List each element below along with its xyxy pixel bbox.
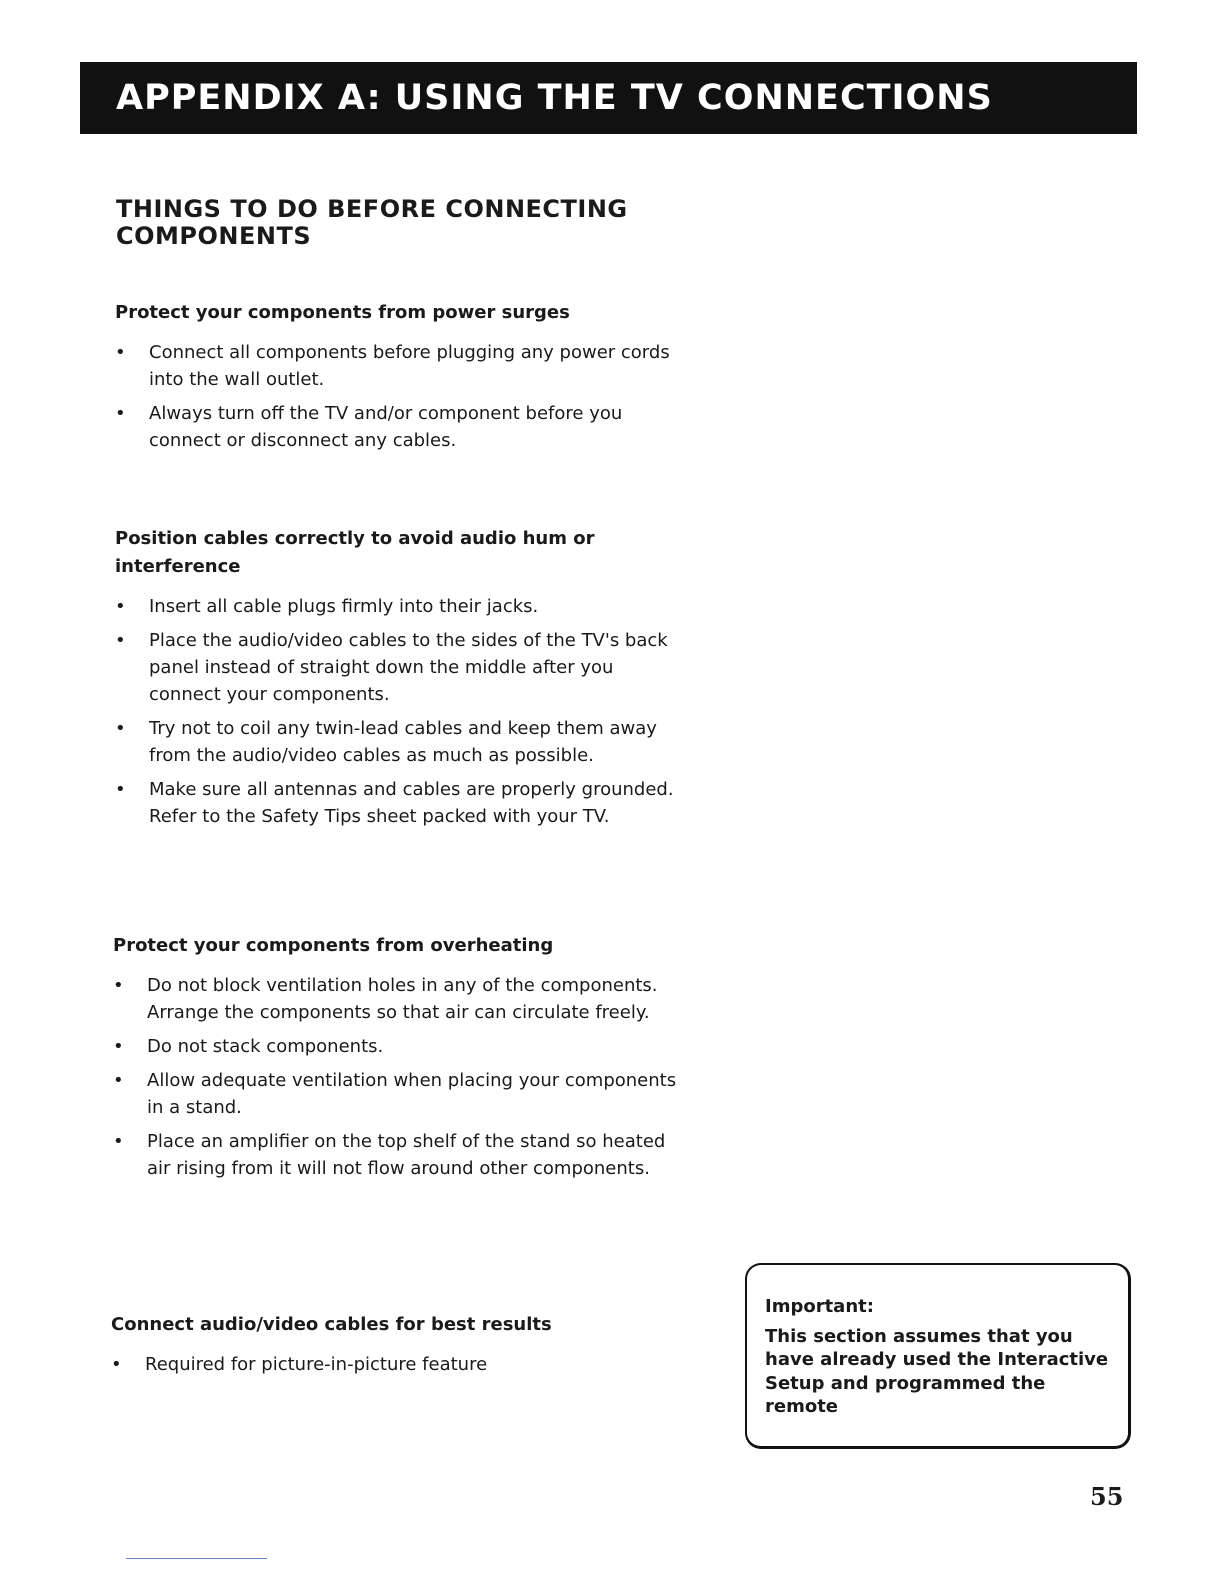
bullet-item: • Always turn off the TV and/or component before you connect or disconnect any cables. [115, 400, 695, 454]
important-text: This section assumes that you have already used the Interactive Setup and programmed the remote [765, 1325, 1109, 1417]
bullet-item: • Place an amplifier on the top shelf of the stand so heated air rising from it will not flow around other components. [113, 1128, 693, 1182]
bullet-item: • Required for picture-in-picture feature [111, 1351, 691, 1378]
section-overheating [113, 932, 693, 1189]
bullet-item: • Insert all cable plugs firmly into their jacks. [115, 593, 675, 620]
section-heading: Protect your components from power surges [115, 302, 570, 323]
page-number: 55 [1090, 1482, 1124, 1511]
bullet-item: • Make sure all antennas and cables are properly grounded. Refer to the Safety Tips sheet packed with your TV. [115, 776, 675, 830]
appendix-banner [80, 62, 1137, 134]
section-av-cables [111, 1311, 691, 1385]
bullet-item: • Connect all components before plugging any power cords into the wall outlet. [115, 339, 695, 393]
bullet-item: • Do not stack components. [113, 1033, 693, 1060]
important-label: Important: [765, 1296, 874, 1317]
bullet-list [113, 972, 693, 1182]
section-heading: Connect audio/video cables for best results [111, 1314, 552, 1335]
bullet-list [115, 593, 675, 830]
banner-title: APPENDIX A: USING THE TV CONNECTIONS [116, 78, 993, 118]
bullet-list [111, 1351, 691, 1378]
section-heading: Protect your components from overheating [113, 935, 554, 956]
page-title: THINGS TO DO BEFORE CONNECTING COMPONENTS [116, 195, 628, 250]
section-power-surges [115, 299, 695, 461]
section-heading: Position cables correctly to avoid audio hum or interference [115, 528, 595, 577]
bullet-item: • Try not to coil any twin-lead cables and keep them away from the audio/video cables as much as possible. [115, 715, 675, 769]
important-note-box [745, 1263, 1131, 1449]
footer-divider [126, 1558, 267, 1559]
bullet-item: • Allow adequate ventilation when placing your components in a stand. [113, 1067, 693, 1121]
section-cable-position [115, 525, 675, 837]
bullet-item: • Do not block ventilation holes in any of the components. Arrange the components so that air can circulate freely. [113, 972, 693, 1026]
bullet-list [115, 339, 695, 454]
bullet-item: • Place the audio/video cables to the sides of the TV's back panel instead of straight down the middle after you connect your components. [115, 627, 675, 708]
